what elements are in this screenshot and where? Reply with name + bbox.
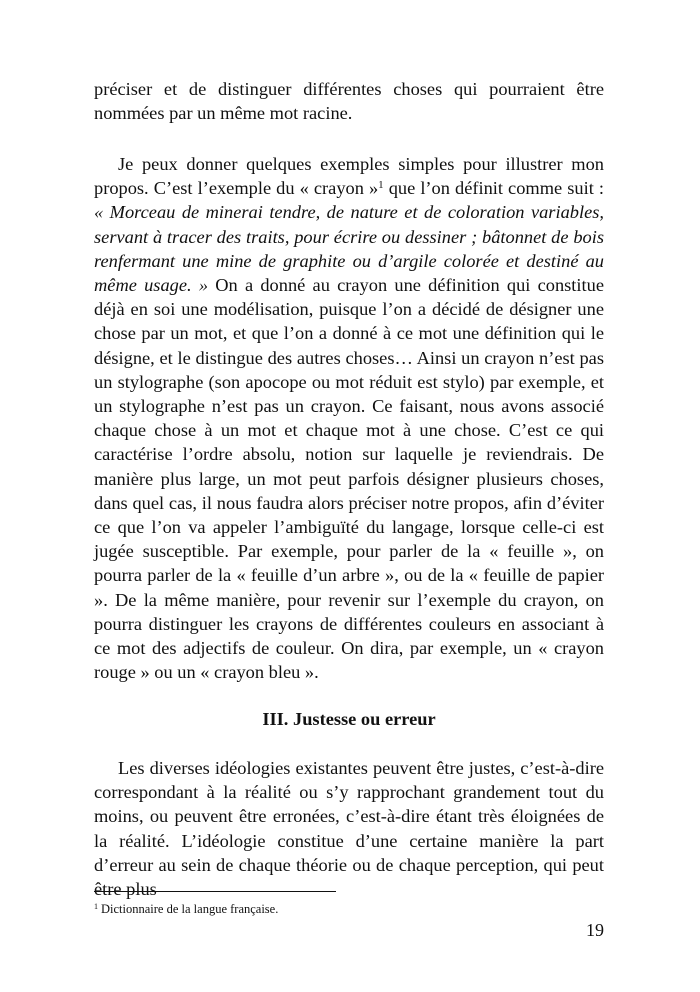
footnote-reference: 1 [378, 179, 384, 192]
footnote-divider [94, 891, 336, 892]
paragraph-continuation: préciser et de distinguer différentes choses qui pourraient être nommées par un même mot racine. [94, 79, 604, 124]
paragraph-body: On a donné au crayon une définition qui constitue déjà en soi une modélisation, puisque l’on a décidé de désigner une chose par un mot, et que l’on a donné à ce mot une définition qui le désigne, et le distingue des autres choses… Ainsi un crayon n’est pas un stylographe (son apocope ou mot réduit est stylo) par exemple, et un stylographe n’est pas un crayon. Ce faisant, nous avons associé chaque chose à un mot et chaque mot à une chose. C’est ce qui caractérise l’ordre absolu, notion sur laquelle je reviendrais. De manière plus large, un mot peut parfois désigner plusieurs choses, dans quel cas, il nous faudra alors préciser notre propos, afin d’éviter ce que l’on va appeler l’ambiguïté du langage, lorsque celle-ci est jugée susceptible. Par exemple, pour parler de la « feuille », on pourra parler de la « feuille d’un arbre », ou de la « feuille de papier ». De la même manière, pour revenir sur l’exemple du crayon, on pourra distinguer les crayons de différentes couleurs en associant à ce mot des adjectifs de couleur. On dira, par exemple, un « crayon rouge » ou un « crayon bleu ». [94, 275, 604, 683]
dictionary-quote: « Morceau de minerai tendre, de nature et de coloration variables, servant à tracer des traits, pour écrire ou dessiner ; bâtonnet de bois renfermant une mine de graphite ou d’argile colorée et destiné au même usage. » [94, 202, 604, 296]
paragraph-intro: Je peux donner quelques exemples simples pour illustrer mon propos. C’est l’exemple du « crayon » [94, 154, 604, 199]
footnote-number: 1 [94, 902, 98, 911]
paragraph-justesse: Les diverses idéologies existantes peuvent être justes, c’est-à-dire correspondant à la réalité ou s’y rapprochant grandement tout du moins, ou peuvent être erronées, c’est-à-dire étant très éloignées de la réalité. L’idéologie constitue d’une certaine manière la part d’erreur au sein de chaque théorie ou de chaque perception, qui peut être plus [94, 758, 604, 900]
paragraph-intro-end: que l’on définit comme suit : [383, 178, 604, 199]
page-number: 19 [586, 920, 604, 940]
footnote-text: Dictionnaire de la langue française. [101, 902, 279, 916]
footnote [94, 901, 278, 917]
section-heading: III. Justesse ou erreur [262, 709, 436, 729]
paragraph-crayon-example [94, 152, 604, 684]
